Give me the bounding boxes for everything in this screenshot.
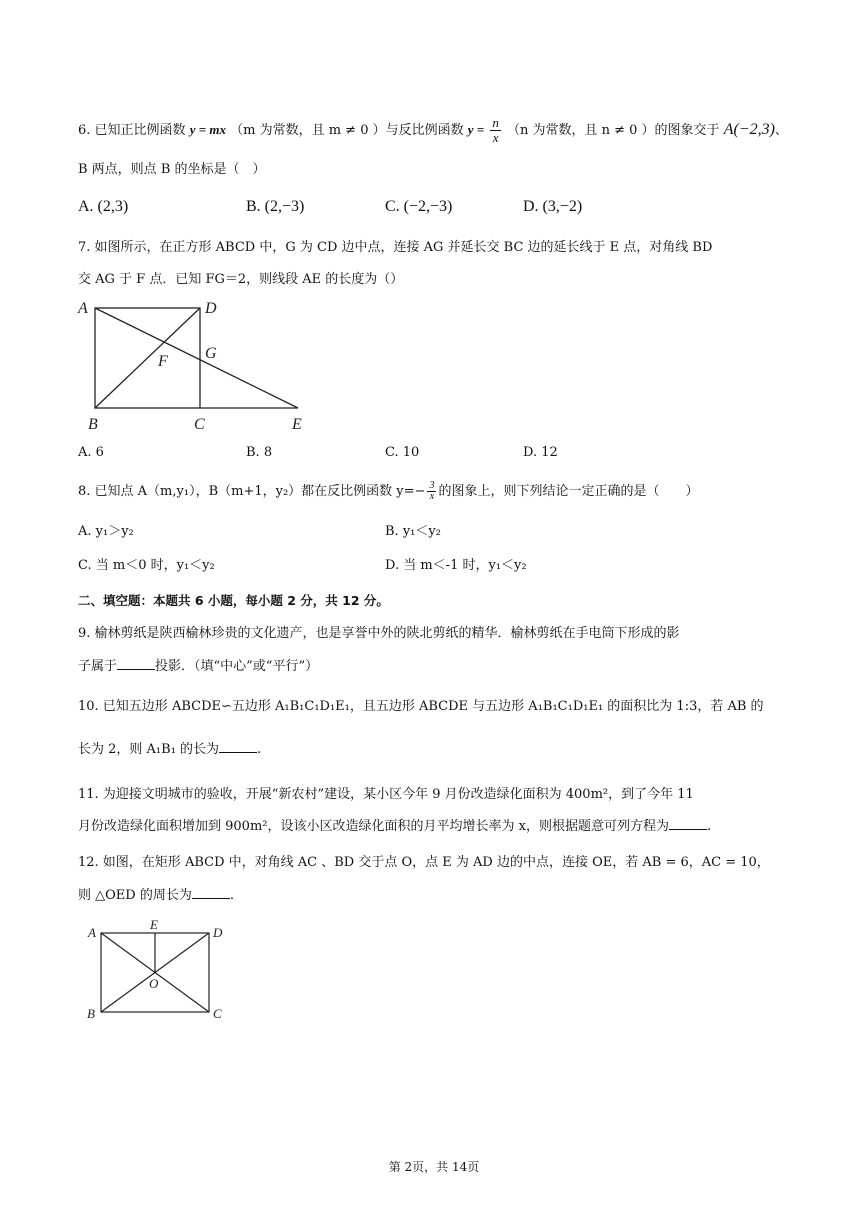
q12-label-o: O bbox=[149, 976, 159, 991]
q10-line2a: 长为 2，则 A₁B₁ 的长为 bbox=[78, 742, 220, 757]
q8-option-c: C. 当 m＜0 时，y₁＜y₂ bbox=[78, 558, 215, 573]
q9-line1: 9. 榆林剪纸是陕西榆林珍贵的文化遗产，也是享誉中外的陕北剪纸的精华．榆林剪纸在手电筒下形成的影 bbox=[78, 626, 680, 641]
q7-option-a: A. 6 bbox=[78, 445, 104, 460]
q7-line-ae bbox=[95, 308, 298, 408]
q12-line1: 12. 如图，在矩形 ABCD 中，对角线 AC 、BD 交于点 O，点 E 为 AD 边的中点，连接 OE，若 AB = 6，AC = 10， bbox=[78, 855, 770, 870]
q8-option-b: B. y₁＜y₂ bbox=[385, 524, 441, 539]
q10-line1: 10. 已知五边形 ABCDE∽五边形 A₁B₁C₁D₁E₁，且五边形 ABCDE 与五边形 A₁B₁C₁D₁E₁ 的面积比为 1:3，若 AB 的 bbox=[78, 699, 764, 714]
q6-option-d: D. (3,−2) bbox=[523, 198, 583, 215]
q8-option-d: D. 当 m＜-1 时，y₁＜y₂ bbox=[385, 558, 527, 573]
q7-figure bbox=[70, 296, 330, 436]
q9-line2 bbox=[78, 657, 318, 677]
q12-label-b: B bbox=[87, 1006, 95, 1021]
q7-label-c: C bbox=[194, 416, 205, 433]
q12-label-a: A bbox=[88, 925, 96, 940]
q12-figure bbox=[80, 915, 240, 1030]
q8-line1 bbox=[78, 481, 698, 502]
q6-option-a: A. (2,3) bbox=[78, 198, 129, 215]
q7-line1: 7. 如图所示，在正方形 ABCD 中，G 为 CD 边中点，连接 AG 并延长交 BC 边的延长线于 E 点，对角线 BD bbox=[78, 240, 713, 255]
q9-line2a: 子属于 bbox=[78, 659, 118, 674]
q7-option-d: D. 12 bbox=[523, 445, 558, 460]
q6-point: A(−2,3) bbox=[723, 121, 775, 138]
q10-line2b: . bbox=[257, 742, 262, 757]
page-footer: 第 2页，共 14页 bbox=[388, 1160, 480, 1174]
q9-line2b: 投影．（填“中心”或“平行”） bbox=[155, 659, 319, 674]
q12-answer-blank bbox=[192, 886, 230, 899]
q11-line1: 11. 为迎接文明城市的验收，开展“新农村”建设，某小区今年 9 月份改造绿化面积为 400m²，到了今年 11 bbox=[78, 787, 694, 802]
q6-line2: B 两点，则点 B 的坐标是（ ） bbox=[78, 162, 266, 177]
q7-label-a: A bbox=[78, 300, 88, 317]
q12-label-e: E bbox=[150, 917, 158, 932]
q6-tail: 、 bbox=[774, 123, 788, 138]
q12-line2 bbox=[78, 886, 234, 906]
q7-option-b: B. 8 bbox=[246, 445, 273, 460]
q9-answer-blank bbox=[117, 657, 155, 670]
q12-line2b: . bbox=[229, 888, 234, 903]
q6-option-c: C. (−2,−3) bbox=[385, 198, 453, 215]
q11-line2a: 月份改造绿化面积增加到 900m²，设该小区改造绿化面积的月平均增长率为 x，则根据题意可列方程为 bbox=[78, 819, 669, 834]
q6-cond2: （n 为常数，且 n ≠ 0 ）的图象交于 bbox=[506, 123, 720, 138]
q7-label-b: B bbox=[88, 416, 98, 433]
q7-label-d: D bbox=[205, 300, 217, 317]
q10-answer-blank bbox=[219, 740, 257, 753]
q6-cond1: （m 为常数，且 m ≠ 0 ）与反比例函数 bbox=[230, 123, 464, 138]
q12-line2a: 则 △OED 的周长为 bbox=[78, 888, 192, 903]
q7-diagonal-bd bbox=[95, 308, 200, 408]
q7-label-g: G bbox=[205, 345, 217, 362]
q6-f2-lhs: y = bbox=[467, 122, 485, 137]
q7-line2: 交 AG 于 F 点．已知 FG＝2，则线段 AE 的长度为（） bbox=[78, 272, 404, 287]
q7-label-e: E bbox=[292, 416, 302, 433]
section-heading: 二、填空题：本题共 6 小题，每小题 2 分，共 12 分。 bbox=[78, 593, 389, 608]
q11-answer-blank bbox=[669, 817, 707, 830]
q8-suffix: 的图象上，则下列结论一定正确的是（ ） bbox=[438, 484, 699, 499]
q7-option-c: C. 10 bbox=[385, 445, 420, 460]
q10-line2 bbox=[78, 740, 261, 760]
q6-option-b: B. (2,−3) bbox=[246, 198, 305, 215]
q8-fraction: $\frac{3}{x}$ bbox=[429, 480, 435, 502]
q11-line2 bbox=[78, 817, 711, 837]
q7-label-f: F bbox=[158, 353, 168, 370]
q12-label-c: C bbox=[213, 1006, 222, 1021]
q6-fraction: $\frac{n}{x}$ bbox=[492, 115, 499, 145]
q6-line1 bbox=[78, 116, 788, 145]
q8-prefix: 8. 已知点 A（m,y₁），B（m+1，y₂）都在反比例函数 y=− bbox=[78, 484, 426, 499]
q11-line2b: . bbox=[706, 819, 712, 834]
q6-prefix: 6. 已知正比例函数 bbox=[78, 123, 186, 138]
q12-label-d: D bbox=[213, 925, 223, 940]
q8-option-a: A. y₁＞y₂ bbox=[78, 524, 134, 539]
q6-f1: y = mx bbox=[189, 122, 226, 137]
